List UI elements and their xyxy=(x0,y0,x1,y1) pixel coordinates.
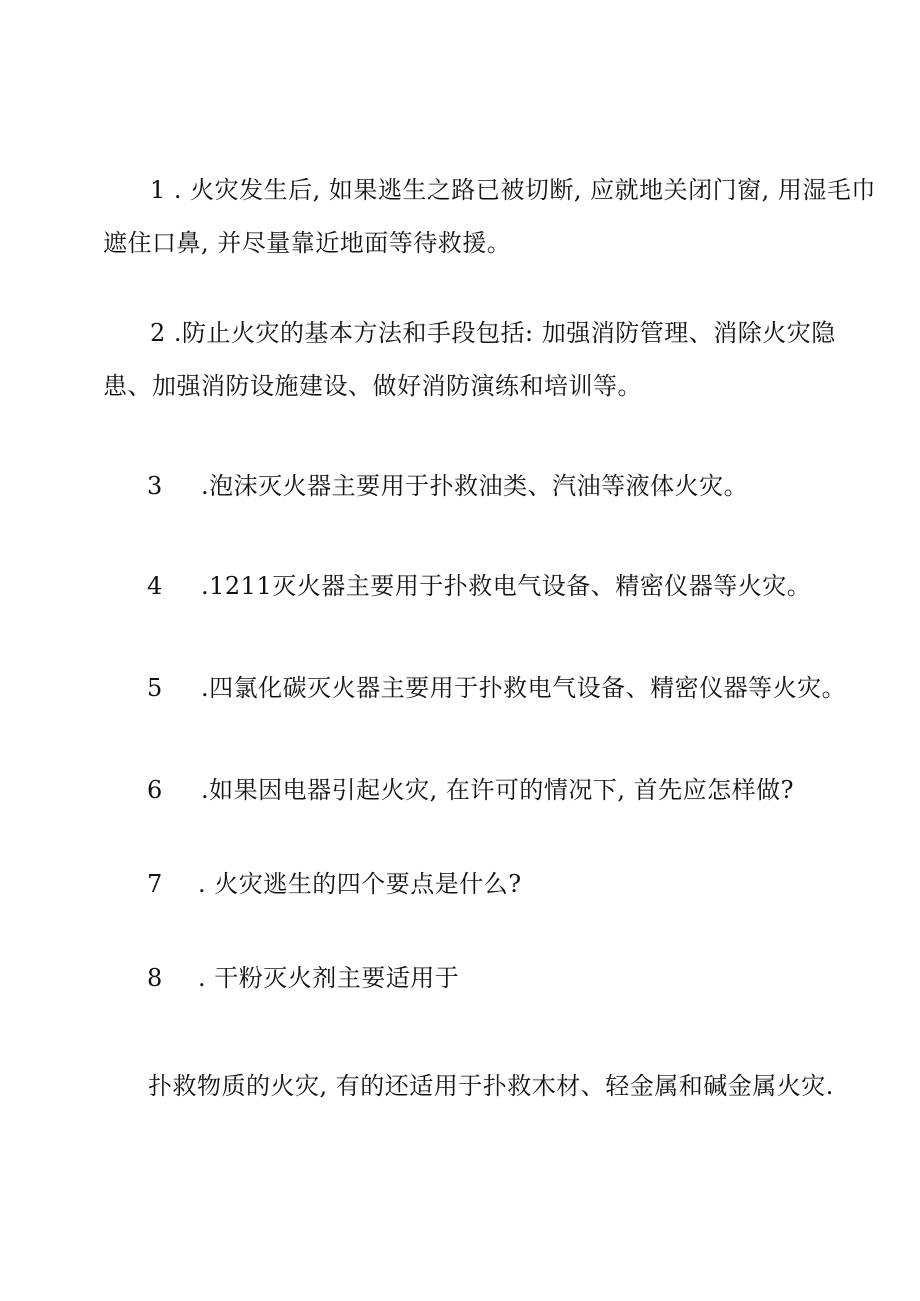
item-7-text: . 火灾逃生的四个要点是什么? xyxy=(198,870,522,898)
item-8-number: 8 xyxy=(147,964,163,992)
item-8-text: . 干粉灭火剂主要适用于 xyxy=(198,964,460,992)
item-6-text: .如果因电器引起火灾, 在许可的情况下, 首先应怎样做? xyxy=(201,776,795,804)
item-6-number: 6 xyxy=(147,776,163,804)
item-5-text: .四氯化碳灭火器主要用于扑救电气设备、精密仪器等火灾。 xyxy=(201,674,847,702)
item-3-text: .泡沫灭火器主要用于扑救油类、汽油等液体火灾。 xyxy=(201,472,749,500)
item-1-line-2: 遮住口鼻, 并尽量靠近地面等待救援。 xyxy=(103,229,512,257)
item-5-number: 5 xyxy=(147,674,163,702)
item-4-number: 4 xyxy=(147,572,163,600)
item-2-line-1: 2 .防止火灾的基本方法和手段包括: 加强消防管理、消除火灾隐 xyxy=(150,319,836,347)
item-3-number: 3 xyxy=(147,472,163,500)
item-7-number: 7 xyxy=(147,870,163,898)
item-1-line-1: 1 . 火灾发生后, 如果逃生之路已被切断, 应就地关闭门窗, 用湿毛巾 xyxy=(150,176,876,204)
item-2-line-2: 患、加强消防设施建设、做好消防演练和培训等。 xyxy=(103,372,642,400)
closing-paragraph: 扑救物质的火灾, 有的还适用于扑救木材、轻金属和碱金属火灾. xyxy=(148,1072,834,1100)
item-4-text: .1211灭火器主要用于扑救电气设备、精密仪器等火灾。 xyxy=(201,572,812,600)
